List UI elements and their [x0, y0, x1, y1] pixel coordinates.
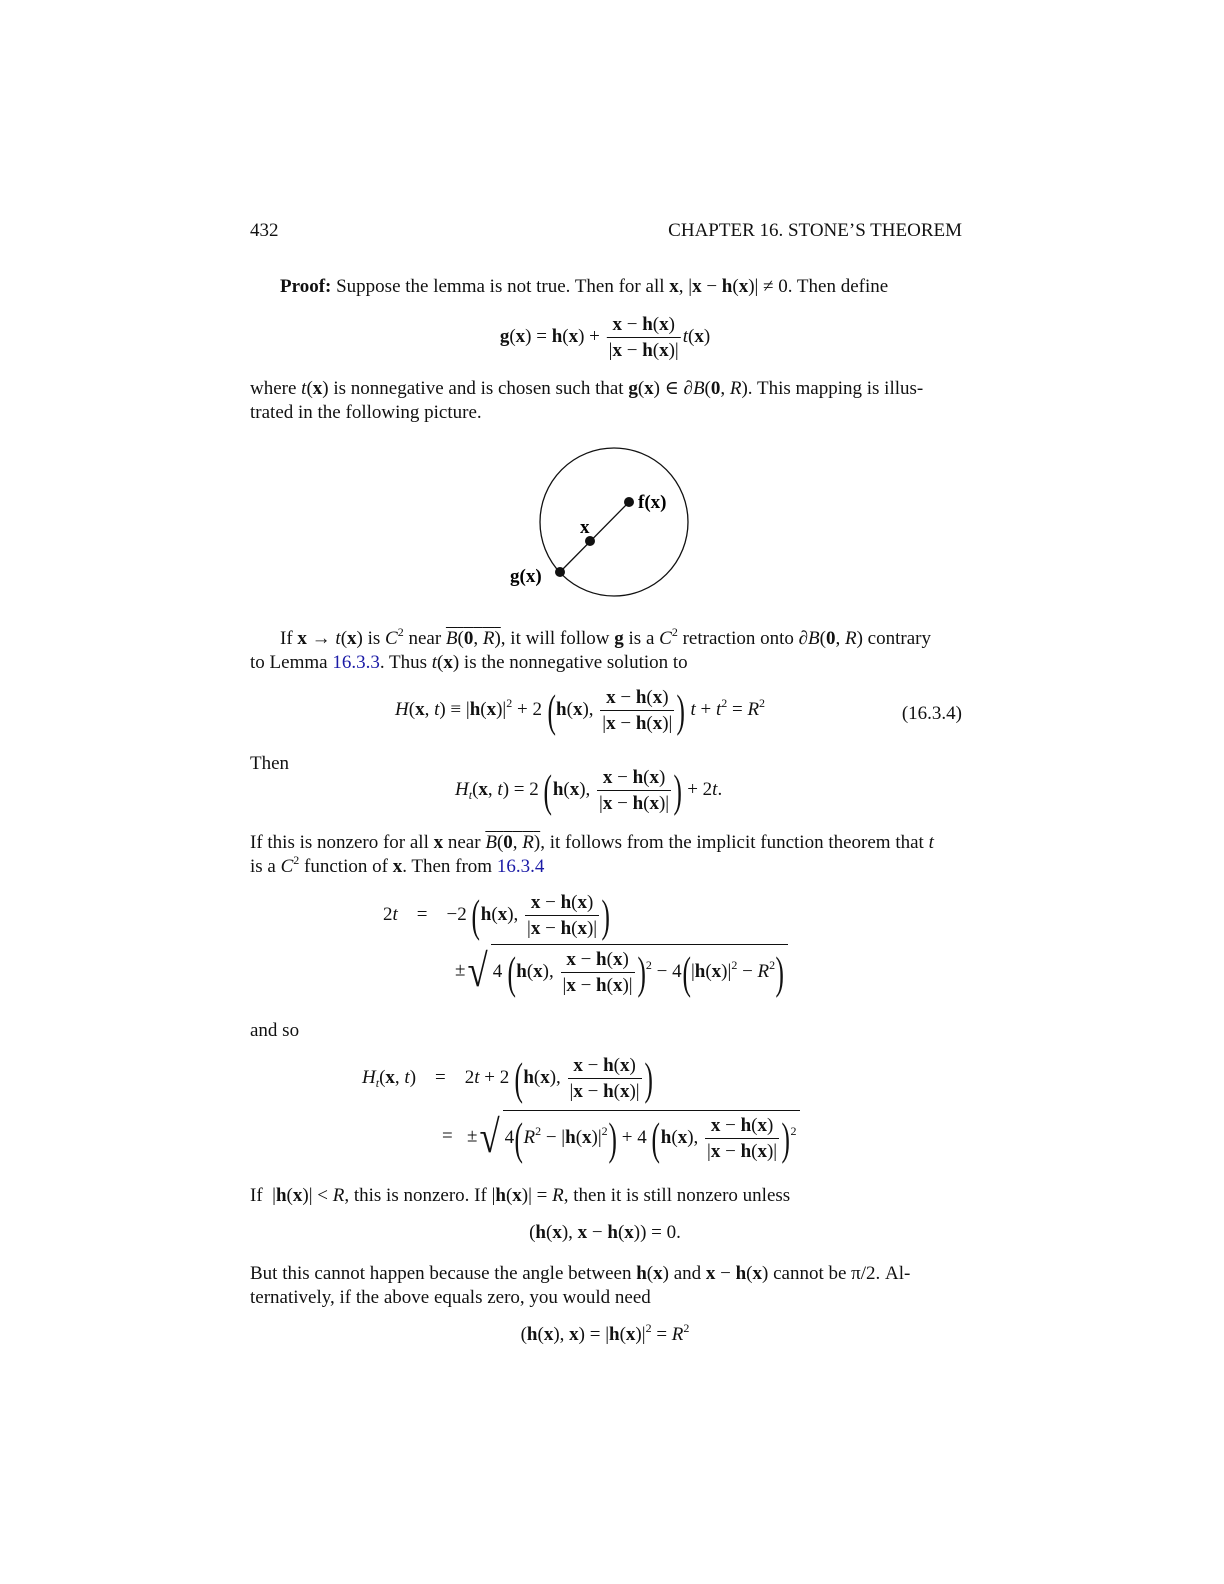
nonzero-line-1: If this is nonzero for all x near B(0, R), it follows from the implicit function theorem that t [250, 832, 934, 853]
equation-number: (16.3.4) [901, 703, 962, 724]
point-gx [555, 567, 565, 577]
equation-2t-lhs: 2t = −2 (h(x), $\frac{x - h(x)}{|x - h(x)|}$ ) [383, 889, 610, 941]
where-line-2: trated in the following picture. [250, 402, 482, 423]
and-so-label: and so [250, 1020, 300, 1041]
then-label: Then [250, 753, 290, 774]
page-number: 432 [250, 220, 279, 241]
running-title: CHAPTER 16. STONE’S THEOREM [668, 220, 962, 241]
label-gx: g(x) [510, 566, 542, 587]
equation-Ht-expanded-2: = ±√ $4(R^2 - |h(x)|^2) + 4$ (h(x), $\frac{x - h(x)}{|x - h(x)|}$ )$^2$ [442, 1110, 800, 1164]
but-line-1: But this cannot happen because the angle between h(x) and x − h(x) cannot be π/2. Al- [250, 1263, 911, 1284]
label-x: x [580, 517, 590, 538]
equation-16-3-4: H(x, $t) \equiv |h(x)|^2 + 2$ (h(x), $\frac{x - h(x)}{|x - h(x)|}$ ) $t + t^2 = R^2$ [395, 684, 766, 736]
nonzero-line-2: is a $C^2$ function of x. Then from 16.3.4 [250, 853, 545, 877]
if-line-1: If x → t(x) is $C^2$ near B(0, R), it will follow g is a $C^2$ retraction onto ∂B(0, R) contrary [280, 625, 931, 649]
equation-g-definition: g(x) = h(x) + $\frac{x - h(x)}{|x - h(x)|}$ t(x) [499, 314, 711, 361]
if-h-line: If |h(x)| < R, this is nonzero. If |h(x)| = R, then it is still nonzero unless [250, 1185, 791, 1206]
equation-final: (h(x), $x) = |h(x)|^2 = R^2$ [520, 1321, 690, 1345]
equation-2t-sqrt: ±√ 4 (h(x), $\frac{x - h(x)}{|x - h(x)|}$ )$^2 - 4(|h(x)|^2 - R^2)$ [455, 944, 788, 998]
equation-inner-product-zero: (h(x), x − h(x)) = 0. [529, 1222, 681, 1243]
ray-segment [560, 502, 629, 572]
proof-line: Proof: Suppose the lemma is not true. Then for all x, |x − h(x)| ≠ 0. Then define [280, 276, 889, 297]
retraction-figure [500, 440, 710, 610]
lemma-link[interactable]: 16.3.3 [332, 652, 380, 673]
if-line-2: to Lemma 16.3.3. Thus t(x) is the nonnegative solution to [250, 652, 688, 673]
but-line-2: ternatively, if the above equals zero, you would need [250, 1287, 651, 1308]
equation-Ht-expanded-1: $H_t(x$, t) = 2t + 2 (h(x), $\frac{x - h(x)}{|x - h(x)|}$ ) [362, 1052, 653, 1104]
where-line-1: where t(x) is nonnegative and is chosen such that g(x) ∈ ∂B(0, R). This mapping is illus- [250, 378, 924, 399]
equation-Ht: $H_t(x$, t) = 2 (h(x), $\frac{x - h(x)}{|x - h(x)|}$ ) + 2t. [455, 764, 723, 816]
point-fx [624, 497, 634, 507]
equation-link[interactable]: 16.3.4 [496, 856, 545, 877]
proof-label: Proof: [280, 276, 332, 297]
label-fx: f(x) [638, 492, 667, 513]
